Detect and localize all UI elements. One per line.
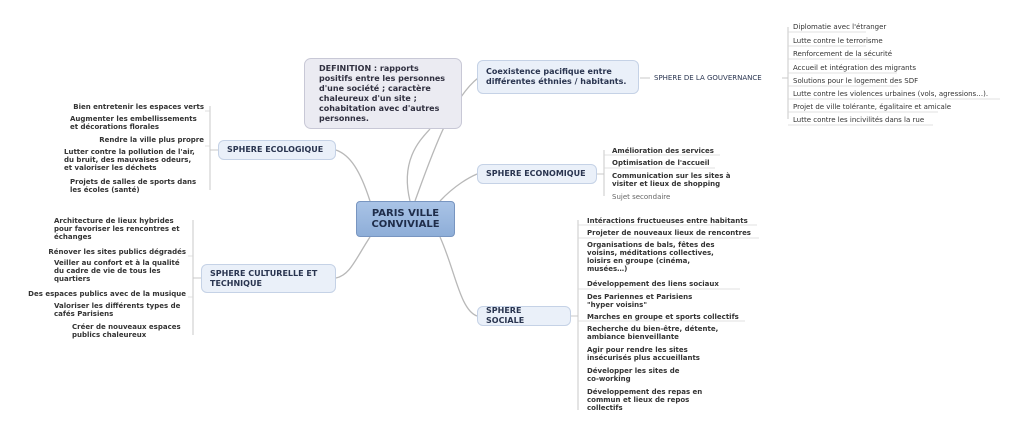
- ecologique-item[interactable]: Lutter contre la pollution de l'air, du bruit, des mauvaises odeurs, et valoriser les déchets: [64, 148, 195, 172]
- culturelle-item[interactable]: Des espaces publics avec de la musique: [28, 290, 186, 298]
- sociale-item[interactable]: Développement des liens sociaux: [587, 280, 719, 288]
- culturelle-topic[interactable]: [201, 264, 336, 293]
- sociale-label: SPHERE SOCIALE: [486, 306, 525, 325]
- culturelle-item[interactable]: Veiller au confort et à la qualité du cadre de vie de tous les quartiers: [54, 259, 180, 283]
- sociale-item[interactable]: Projeter de nouveaux lieux de rencontres: [587, 229, 751, 237]
- sociale-item[interactable]: Recherche du bien-être, détente, ambiance bienveillante: [587, 325, 719, 341]
- culturelle-item[interactable]: Rénover les sites publics dégradés: [48, 248, 186, 256]
- ecologique-item[interactable]: Projets de salles de sports dans les écoles (santé): [70, 178, 197, 194]
- coexistence-text: Coexistence pacifique entre différentes éthnies / habitants.: [486, 67, 627, 86]
- sociale-item[interactable]: Intéractions fructueuses entre habitants: [587, 217, 748, 225]
- economique-item[interactable]: Communication sur les sites à visiter et lieux de shopping: [612, 172, 731, 188]
- culturelle-item[interactable]: Créer de nouveaux espaces publics chaleureux: [72, 323, 181, 339]
- culturelle-label: SPHERE CULTURELLE ET TECHNIQUE: [210, 268, 318, 288]
- gouvernance-item[interactable]: Lutte contre les incivilités dans la rue: [793, 116, 925, 124]
- coexistence-topic[interactable]: [477, 60, 639, 94]
- gouvernance-label[interactable]: SPHERE DE LA GOUVERNANCE: [654, 74, 762, 82]
- definition-box[interactable]: [304, 58, 462, 129]
- sociale-item[interactable]: Marches en groupe et sports collectifs: [587, 313, 739, 321]
- ecologique-label: SPHERE ECOLOGIQUE: [227, 145, 324, 154]
- ecologique-item[interactable]: Augmenter les embellissements et décorations florales: [70, 115, 197, 131]
- ecologique-topic[interactable]: [218, 140, 336, 160]
- sociale-item[interactable]: Développer les sites de co-working: [587, 367, 680, 383]
- economique-item[interactable]: Optimisation de l'accueil: [612, 159, 710, 167]
- gouvernance-item[interactable]: Accueil et intégration des migrants: [793, 64, 916, 72]
- economique-secondary[interactable]: Sujet secondaire: [612, 193, 671, 201]
- gouvernance-item[interactable]: Lutte contre le terrorisme: [793, 37, 883, 45]
- gouvernance-item[interactable]: Lutte contre les violences urbaines (vols, agressions…).: [793, 90, 989, 98]
- gouvernance-item[interactable]: Diplomatie avec l'étranger: [793, 23, 887, 31]
- sociale-item[interactable]: Développement des repas en commun et lieux de repos collectifs: [587, 388, 703, 412]
- economique-item[interactable]: Amélioration des services: [612, 147, 714, 155]
- central-topic-label: PARIS VILLE CONVIVIALE: [371, 208, 440, 230]
- gouvernance-item[interactable]: Renforcement de la sécurité: [793, 50, 892, 58]
- gouvernance-item[interactable]: Solutions pour le logement des SDF: [793, 77, 919, 85]
- ecologique-item[interactable]: Bien entretenir les espaces verts: [73, 103, 204, 111]
- economique-topic[interactable]: [477, 164, 597, 184]
- sociale-item[interactable]: Organisations de bals, fêtes des voisins, méditations collectives, loisirs en groupe (cinéma, musées…): [587, 241, 715, 273]
- gouvernance-item[interactable]: Projet de ville tolérante, égalitaire et amicale: [793, 103, 952, 111]
- culturelle-item[interactable]: Architecture de lieux hybrides pour favoriser les rencontres et échanges: [54, 217, 180, 241]
- central-topic[interactable]: [356, 201, 455, 237]
- sociale-item[interactable]: Agir pour rendre les sites insécurisés plus accueillants: [587, 346, 700, 362]
- sociale-topic[interactable]: [477, 306, 571, 326]
- ecologique-item[interactable]: Rendre la ville plus propre: [99, 136, 204, 144]
- culturelle-item[interactable]: Valoriser les différents types de cafés Parisiens: [54, 302, 181, 318]
- definition-text: DEFINITION : rapports positifs entre les personnes d'une société ; caractère chaleureux d'un site ; cohabitation avec d'autres personnes.: [319, 64, 446, 123]
- economique-label: SPHERE ECONOMIQUE: [486, 169, 586, 178]
- sociale-item[interactable]: Des Pariennes et Parisiens "hyper voisins": [587, 293, 693, 309]
